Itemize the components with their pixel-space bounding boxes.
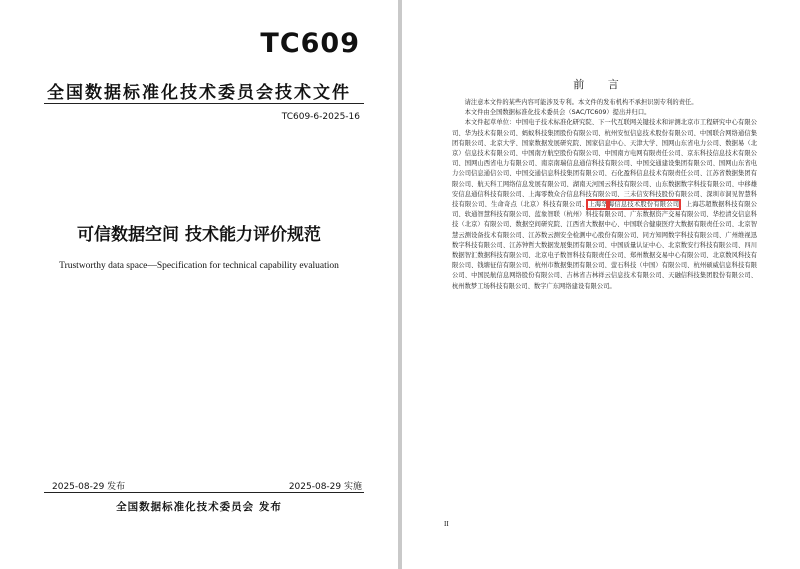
highlighted-company-part-1: 上海华 (588, 201, 608, 209)
cover-page (0, 0, 398, 569)
drafting-units-part-1: 本文件起草单位：中国电子技术标准化研究院、下一代互联网关键技术和评测北京市工程研究中心有限公司、华为技术有限公司、蚂蚁科技集团股份有限公司、杭州安恒信息技术股份有限公司、中国联合网络通信集团有限公司、北京大学、国家数据发展研究院、国家信息中心、天津大学、国网山东省电力公司、数据易（北京）信息技术有限公司、中国南方航空股份有限公司、中国南方电网有限责任公司、京东科技信息技术有限公司、国网山西省电力有限公司、南京南瑞信息通信科技有限公司、中国交通建设集团有限公司、国网山东省电力公司信息通信公司、中国交通信息科技集团有限公司、石化盈科信息技术有限责任公司、江苏省数据集团有限公司、航天科工网络信息发展有限公司、湖南天河国云科技有限公司、山东数据数字科技有限公司、中移雄安信息通信科技有限公司、上海零数众合信息科技有限公司、三未信安科技股份有限公司、深圳市洞见智慧科技有限公司、生命奇点（北京）科技有限公司、 (452, 119, 757, 209)
foreword-body (452, 98, 757, 292)
title-chinese: 可信数据空间 技术能力评价规范 (77, 225, 321, 245)
issuer: 全国数据标准化技术委员会 发布 (116, 501, 282, 513)
header-rule (44, 103, 364, 104)
document-number: TC609-6-2025-16 (281, 112, 360, 122)
committee-code: TC609 (260, 28, 360, 59)
footer-rule (44, 492, 364, 493)
foreword-title: 前 言 (573, 78, 629, 91)
proposer-statement: 本文件由全国数据标准化技术委员会（SAC/TC609）提出并归口。 (464, 109, 651, 117)
foreword-page (402, 0, 800, 569)
issue-date: 2025-08-29 发布 (52, 482, 126, 492)
implementation-date: 2025-08-29 实施 (288, 482, 362, 492)
committee-document-title: 全国数据标准化技术委员会技术文件 (47, 83, 351, 103)
highlighted-company-part-2: 海信息技术股份有限公司 (607, 201, 680, 209)
drafting-units-part-2: 、上海芯超数据科技有限公司、软通智慧科技有限公司、蓝象智联（杭州）科技有限公司、广东数据资产交易有限公司、华控清交信息科技（北京）有限公司、数据空间研究院、江西省大数据中心、中国联合健康医疗大数据有限责任公司、北京智慧云测设备技术有限公司、江苏数云测安全检测中心股份有限公司、同方知网数字科技有限公司、广州维视迅数字科技有限公司、江苏钟哲大数据发展集团有限公司、中国质量认证中心、北京数安行科技有限公司、四川数据智汇数据科技有限公司、北京电子数智科技有限责任公司、郑州数据交易中心有限公司、北京数风科技有限公司、钱塘征信有限公司、杭州市数据集团有限公司、萤石科技（中国）有限公司、杭州硕威信息科技有限公司、中国民航信息网络股份有限公司、吉林省吉林祥云信息技术有限公司、天融信科技集团股份有限公司、杭州数梦工场科技有限公司、数字广东网络建设有限公司。 (452, 201, 758, 290)
patent-notice: 请注意本文件的某些内容可能涉及专利。本文件的发布机构不承担识别专利的责任。 (464, 99, 698, 106)
title-english: Trustworthy data space—Specification for technical capability evaluation (59, 261, 339, 271)
drafting-units (452, 118, 757, 291)
page-number: II (444, 520, 449, 528)
